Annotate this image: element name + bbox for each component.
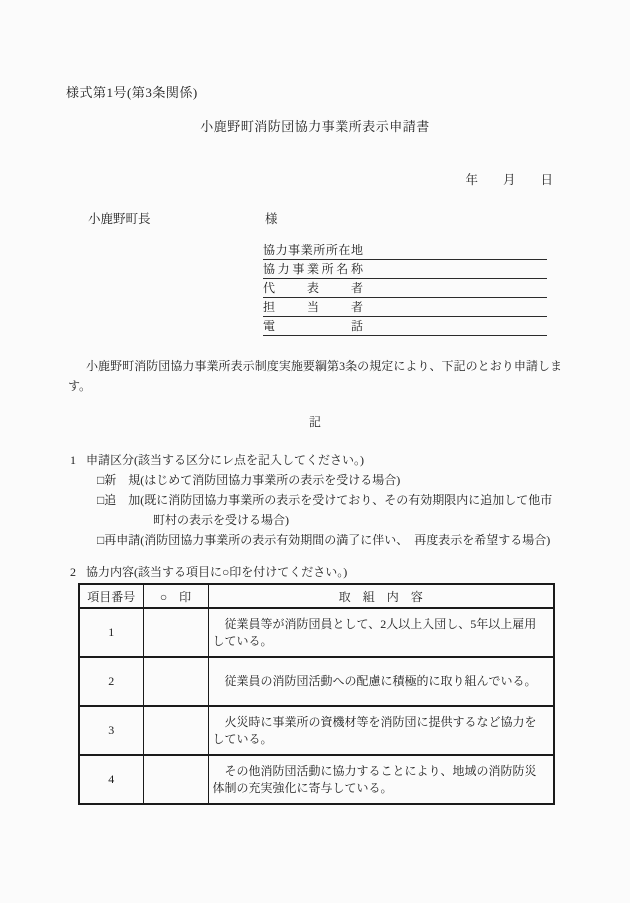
section1-number: 1	[70, 453, 76, 467]
field-value-contact-person[interactable]	[363, 298, 547, 316]
checkbox-option-add-line2: 町村の表示を受ける場合)	[153, 513, 289, 527]
addressee-name: 小鹿野町長	[88, 212, 151, 226]
table-row	[79, 706, 554, 755]
application-category-options	[97, 470, 580, 550]
cooperation-table	[78, 583, 555, 805]
field-value-business-name[interactable]	[363, 260, 547, 278]
field-label-business-location: 協 力 事 業 所 所 在 地	[263, 243, 363, 257]
section-cooperation-heading	[70, 562, 580, 582]
checkbox-option-add-line1: □追 加(既に消防団協力事業所の表示を受けており、その有効期限内に追加して他市	[97, 493, 553, 507]
cell-item-number: 3	[79, 706, 143, 755]
field-row-representative	[263, 279, 547, 298]
table-row	[79, 755, 554, 804]
cell-activity-content: 従業員等が消防団員として、2人以上入団し、5年以上雇用している。	[208, 608, 554, 657]
section2-number: 2	[70, 565, 76, 579]
checkbox-option-add[interactable]	[97, 490, 580, 530]
notation-marker: 記	[308, 415, 321, 429]
cell-item-number: 2	[79, 657, 143, 706]
section2-heading-text: 協力内容(該当する項目に○印を付けてください。)	[86, 565, 348, 579]
addressee-honorific: 様	[265, 212, 278, 226]
cell-item-number: 4	[79, 755, 143, 804]
field-row-phone	[263, 317, 547, 336]
page-title: 小鹿野町消防団協力事業所表示申請書	[200, 119, 430, 134]
header-activity-content: 取 組 内 容	[208, 584, 554, 608]
cell-item-number: 1	[79, 608, 143, 657]
date-line: 年 月 日	[465, 173, 553, 187]
field-value-phone[interactable]	[363, 317, 547, 335]
checkbox-option-reapply[interactable]: □再申請(消防団協力事業所の表示有効期間の満了に伴い、 再度表示を希望する場合)	[97, 533, 551, 547]
table-row	[79, 657, 554, 706]
checkbox-option-new[interactable]: □新 規(はじめて消防団協力事業所の表示を受ける場合)	[97, 473, 401, 487]
table-header-row	[79, 584, 554, 608]
section1-heading	[70, 450, 580, 470]
field-row-contact-person	[263, 298, 547, 317]
cell-circle-mark[interactable]	[143, 755, 208, 804]
field-value-representative[interactable]	[363, 279, 547, 297]
field-label-contact-person: 担 当 者	[263, 300, 363, 314]
cell-circle-mark[interactable]	[143, 657, 208, 706]
field-row-business-name	[263, 260, 547, 279]
form-number: 様式第1号(第3条関係)	[66, 85, 198, 100]
field-value-business-location[interactable]	[363, 241, 547, 259]
field-label-representative: 代 表 者	[263, 281, 363, 295]
cell-circle-mark[interactable]	[143, 706, 208, 755]
applicant-fields	[263, 241, 547, 336]
cell-activity-content: 火災時に事業所の資機材等を消防団に提供するなど協力をしている。	[208, 706, 554, 755]
field-label-phone: 電 話	[263, 319, 363, 333]
cell-circle-mark[interactable]	[143, 608, 208, 657]
body-paragraph: 小鹿野町消防団協力事業所表示制度実施要綱第3条の規定により、下記のとおり申請します。	[68, 359, 562, 393]
table-row	[79, 608, 554, 657]
cell-activity-content: 従業員の消防団活動への配慮に積極的に取り組んでいる。	[208, 657, 554, 706]
header-item-number: 項目番号	[79, 584, 143, 608]
field-row-business-location	[263, 241, 547, 260]
section1-heading-text: 申請区分(該当する区分にレ点を記入してください。)	[86, 453, 364, 467]
cell-activity-content: その他消防団活動に協力することにより、地域の消防防災体制の充実強化に寄与している。	[208, 755, 554, 804]
field-label-business-name: 協 力 事 業 所 名 称	[263, 262, 363, 276]
section-application-category	[70, 450, 580, 550]
header-circle-mark: ○ 印	[143, 584, 208, 608]
